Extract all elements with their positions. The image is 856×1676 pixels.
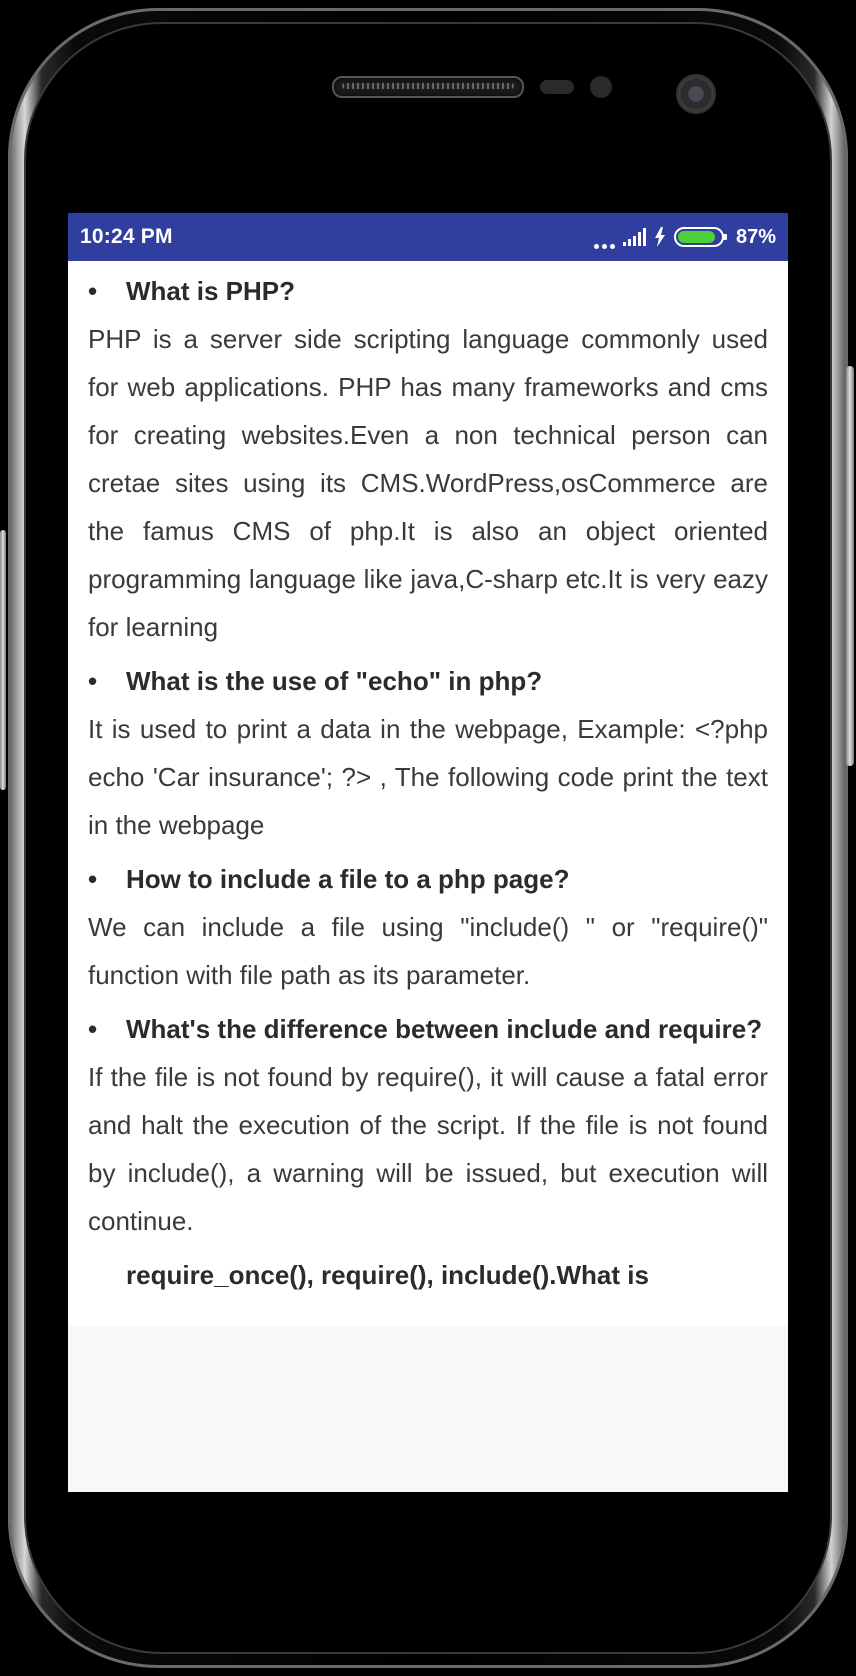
question-heading <box>88 657 768 705</box>
front-camera <box>676 74 716 114</box>
battery-icon <box>674 226 728 248</box>
question-text: What is the use of "echo" in php? <box>126 666 543 696</box>
qa-item <box>88 1005 768 1245</box>
screen <box>68 213 788 1492</box>
answer-text: We can include a file using "include() " or "require()" function with file path as its parameter. <box>88 912 768 990</box>
question-heading <box>88 1005 768 1053</box>
bottom-panel <box>68 1326 788 1492</box>
charging-bolt-icon <box>654 227 666 247</box>
question-text: require_once(), require(), include().What is <box>126 1260 649 1290</box>
bullet-icon: • <box>88 276 98 306</box>
question-text: How to include a file to a php page? <box>126 864 570 894</box>
question-text: What is PHP? <box>126 276 296 306</box>
battery-percent: 87% <box>735 225 776 248</box>
proximity-sensor <box>540 80 574 94</box>
earpiece-speaker <box>332 76 524 98</box>
faq-content[interactable] <box>88 261 768 1326</box>
answer-text: If the file is not found by require(), it will cause a fatal error and halt the execution of the script. If the file is not found by include(), a warning will be issued, but execution will continue. <box>88 1062 768 1236</box>
bullet-icon: • <box>88 1014 98 1044</box>
volume-button <box>846 366 854 766</box>
answer-text: PHP is a server side scripting language commonly used for web applications. PHP has many frameworks and cms for creating websites.Even a non technical person can cretae sites using its CMS.WordPress,osCommerce are the famus CMS of php.It is also an object oriented programming language like java,C-sharp etc.It is very eazy for learning <box>88 324 768 642</box>
qa-item <box>88 267 768 651</box>
status-icons <box>594 223 776 251</box>
light-sensor <box>590 76 612 98</box>
qa-item <box>88 855 768 999</box>
question-heading <box>88 267 768 315</box>
qa-item <box>88 657 768 849</box>
partial-question-heading <box>88 1251 768 1290</box>
more-dots-icon <box>594 235 615 249</box>
question-heading <box>88 855 768 903</box>
signal-icon <box>623 228 646 246</box>
status-bar <box>68 213 788 261</box>
bullet-icon: • <box>88 666 98 696</box>
question-text: What's the difference between include and require? <box>126 1014 763 1044</box>
side-button-left <box>0 530 6 790</box>
bullet-icon: • <box>88 864 98 894</box>
status-time: 10:24 PM <box>80 225 173 248</box>
answer-text: It is used to print a data in the webpage, Example: <?php echo 'Car insurance'; ?> , The following code print the text in the webpage <box>88 714 768 840</box>
